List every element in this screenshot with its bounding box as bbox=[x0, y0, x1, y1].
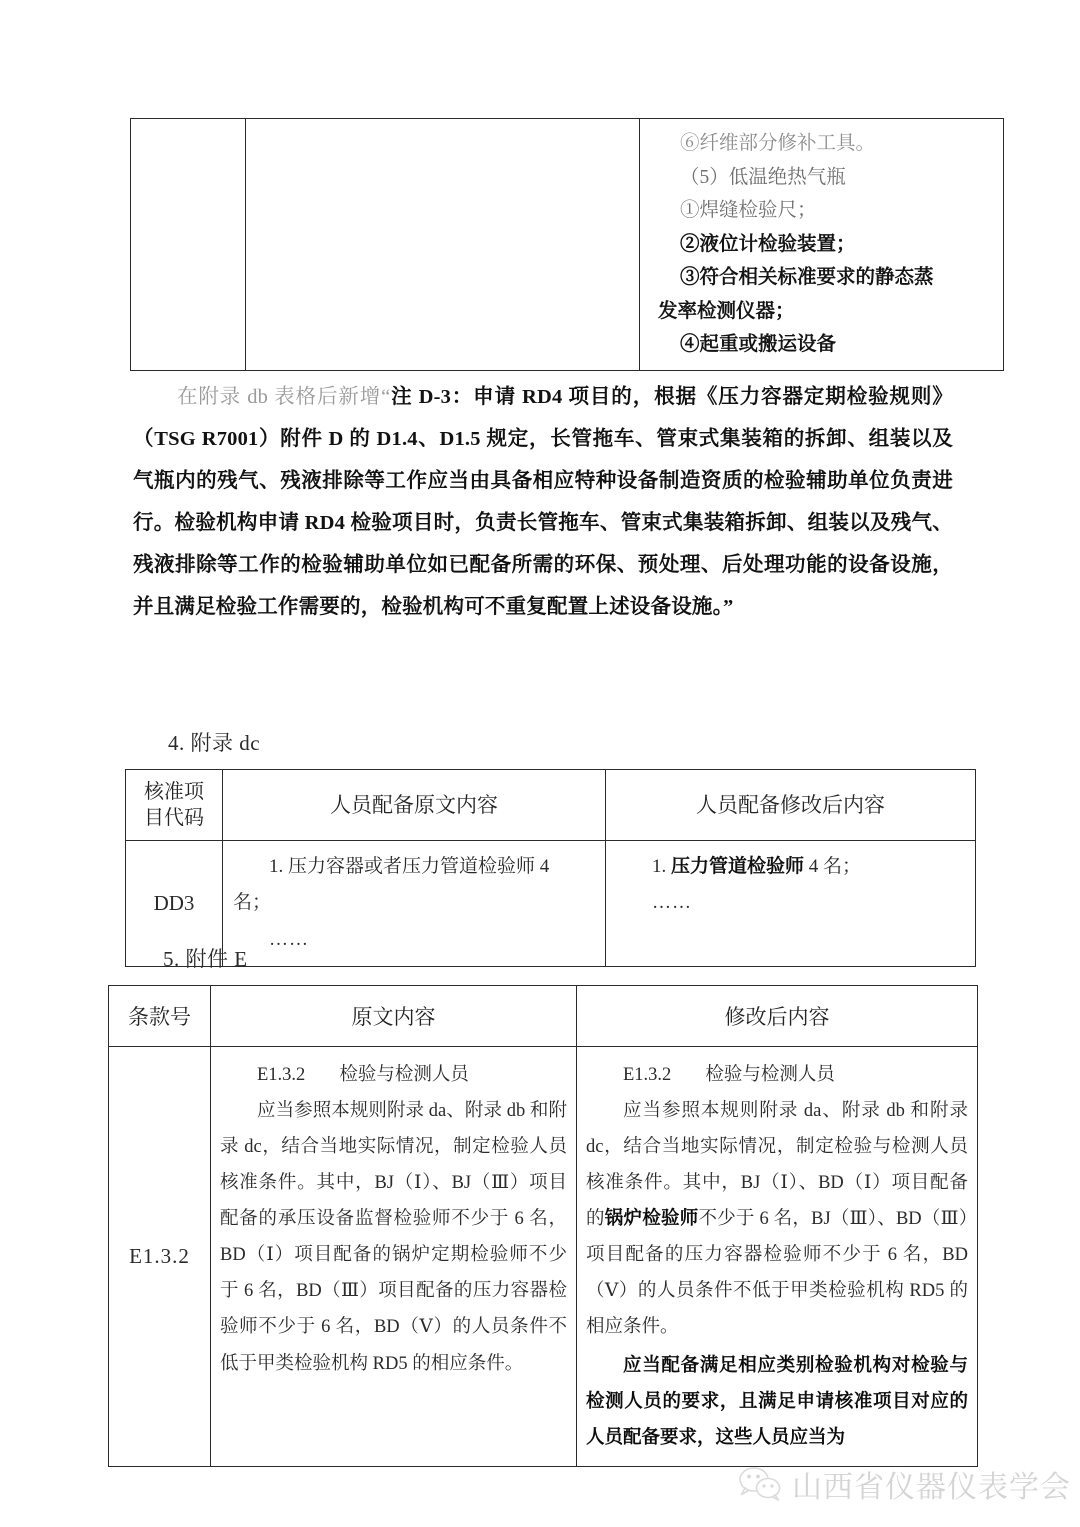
note-body-text: 注 D-3：申请 RD4 项目的，根据《压力容器定期检验规则》（TSG R7001）附件 D 的 D1.4、D1.5 规定，长管拖车、管束式集装箱的拆卸、组装以及气瓶内的残气、残液排除等工作应当由具备相应特种设备制造资质的检验辅助单位负责进行。检验机构申请 RD4 检验项目时，负责长管拖车、管束式集装箱拆卸、组装以及残气、残液排除等工作的检验辅助单位如已配备所需的环保、预处理、后处理功能的设备设施，并且满足检验工作需要的，检验机构可不重复配置上述设备设施。” bbox=[133, 386, 953, 619]
original-subtitle bbox=[220, 1057, 567, 1093]
table-row bbox=[126, 841, 976, 967]
section-heading-attachment-e: 5. 附件 E bbox=[163, 947, 248, 971]
revised-line-1 bbox=[616, 849, 965, 885]
tool-list bbox=[648, 125, 995, 364]
table-header-row bbox=[126, 770, 976, 841]
attachment-e-table bbox=[108, 985, 978, 1467]
continued-cell-code bbox=[131, 119, 246, 371]
cell-revised-content bbox=[606, 841, 976, 967]
column-header-revised: 修改后内容 bbox=[577, 986, 978, 1047]
appendix-dc-table bbox=[125, 769, 976, 967]
column-header-code-line2: 目代码 bbox=[144, 807, 204, 829]
table-header-row bbox=[109, 986, 978, 1047]
original-subtitle-text: 检验与检测人员 bbox=[339, 1065, 469, 1085]
column-header-original: 人员配备原文内容 bbox=[223, 770, 606, 841]
table-row bbox=[131, 119, 1004, 371]
original-line-1: 1. 压力容器或者压力管道检验师 4 bbox=[269, 856, 550, 877]
section-heading-appendix-dc: 4. 附录 dc bbox=[168, 731, 261, 755]
tool-list-item: ③符合相关标准要求的静态蒸 bbox=[680, 267, 934, 289]
continued-cell-original bbox=[246, 119, 640, 371]
revised-body-bold: 锅炉检验师 bbox=[604, 1209, 699, 1230]
table-row bbox=[109, 1047, 978, 1467]
column-header-revised: 人员配备修改后内容 bbox=[606, 770, 976, 841]
column-header-clause: 条款号 bbox=[109, 986, 211, 1047]
revised-ellipsis: …… bbox=[652, 892, 692, 914]
revised-subtitle-number: E1.3.2 bbox=[623, 1065, 672, 1085]
revised-suffix: 4 名； bbox=[804, 856, 862, 877]
tool-list-item: ⑥纤维部分修补工具。 bbox=[680, 133, 876, 154]
revised-bold-run: 压力管道检验师 bbox=[671, 856, 805, 877]
tool-list-item: ②液位计检验装置； bbox=[680, 233, 856, 255]
column-header-code-line1: 核准项 bbox=[144, 781, 204, 803]
revised-body-paragraph bbox=[586, 1093, 968, 1345]
revised-subtitle bbox=[586, 1057, 968, 1093]
cell-revised-text bbox=[577, 1047, 978, 1467]
tool-list-item: 发率检测仪器； bbox=[658, 300, 795, 322]
watermark bbox=[738, 1462, 1071, 1506]
cell-original-content bbox=[223, 841, 606, 967]
cell-project-code: DD3 bbox=[126, 841, 223, 967]
column-header-code bbox=[126, 770, 223, 841]
note-lead-text: 在附录 db 表格后新增“ bbox=[177, 386, 391, 408]
revised-subtitle-text: 检验与检测人员 bbox=[705, 1065, 835, 1085]
tool-list-item: ④起重或搬运设备 bbox=[680, 334, 837, 356]
revised-prefix: 1. bbox=[652, 856, 671, 877]
wechat-icon bbox=[738, 1466, 782, 1502]
continued-cell-revised bbox=[640, 119, 1004, 371]
tool-list-item: （5）低温绝热气瓶 bbox=[680, 166, 846, 188]
original-line-2: 名； bbox=[233, 892, 272, 914]
column-header-original: 原文内容 bbox=[211, 986, 577, 1047]
watermark-text: 山西省仪器仪表学会 bbox=[792, 1471, 1071, 1504]
original-subtitle-number: E1.3.2 bbox=[257, 1065, 306, 1085]
note-d3-paragraph bbox=[133, 376, 953, 628]
original-body-paragraph: 应当参照本规则附录 da、附录 db 和附录 dc，结合当地实际情况，制定检验人员核准条件。其中，BJ（Ⅰ）、BJ（Ⅲ）项目配备的承压设备监督检验师不少于 6 名，BD（Ⅰ）项目配备的锅炉定期检验师不少于 6 名，BD（Ⅲ）项目配备的压力容器检验师不少于 6 名，BD（Ⅴ）的人员条件不低于甲类检验机构 RD5 的相应条件。 bbox=[220, 1101, 567, 1374]
revised-body-part1: 应当参照本规则附录 da、附录 db 和附录 dc，结合当地实际情况，制定检验与检测人员核准条件。其中，BJ（Ⅰ）、BD（Ⅰ）项目配备的 bbox=[586, 1101, 968, 1230]
appendix-db-continued-table bbox=[130, 118, 1004, 371]
cell-clause-number: E1.3.2 bbox=[109, 1047, 211, 1467]
revised-body-paragraph-2: 应当配备满足相应类别检验机构对检验与检测人员的要求，且满足申请核准项目对应的人员配备要求，这些人员应当为 bbox=[586, 1355, 968, 1448]
revised-body-part2: 不少于 6 名，BJ（Ⅲ）、BD（Ⅲ）项目配备的压力容器检验师不少于 6 名，BD（Ⅴ）的人员条件不低于甲类检验机构 RD5 的相应条件。 bbox=[586, 1209, 968, 1338]
tool-list-item: ①焊缝检验尺； bbox=[680, 200, 817, 222]
original-ellipsis: …… bbox=[269, 928, 309, 950]
cell-original-text bbox=[211, 1047, 577, 1467]
